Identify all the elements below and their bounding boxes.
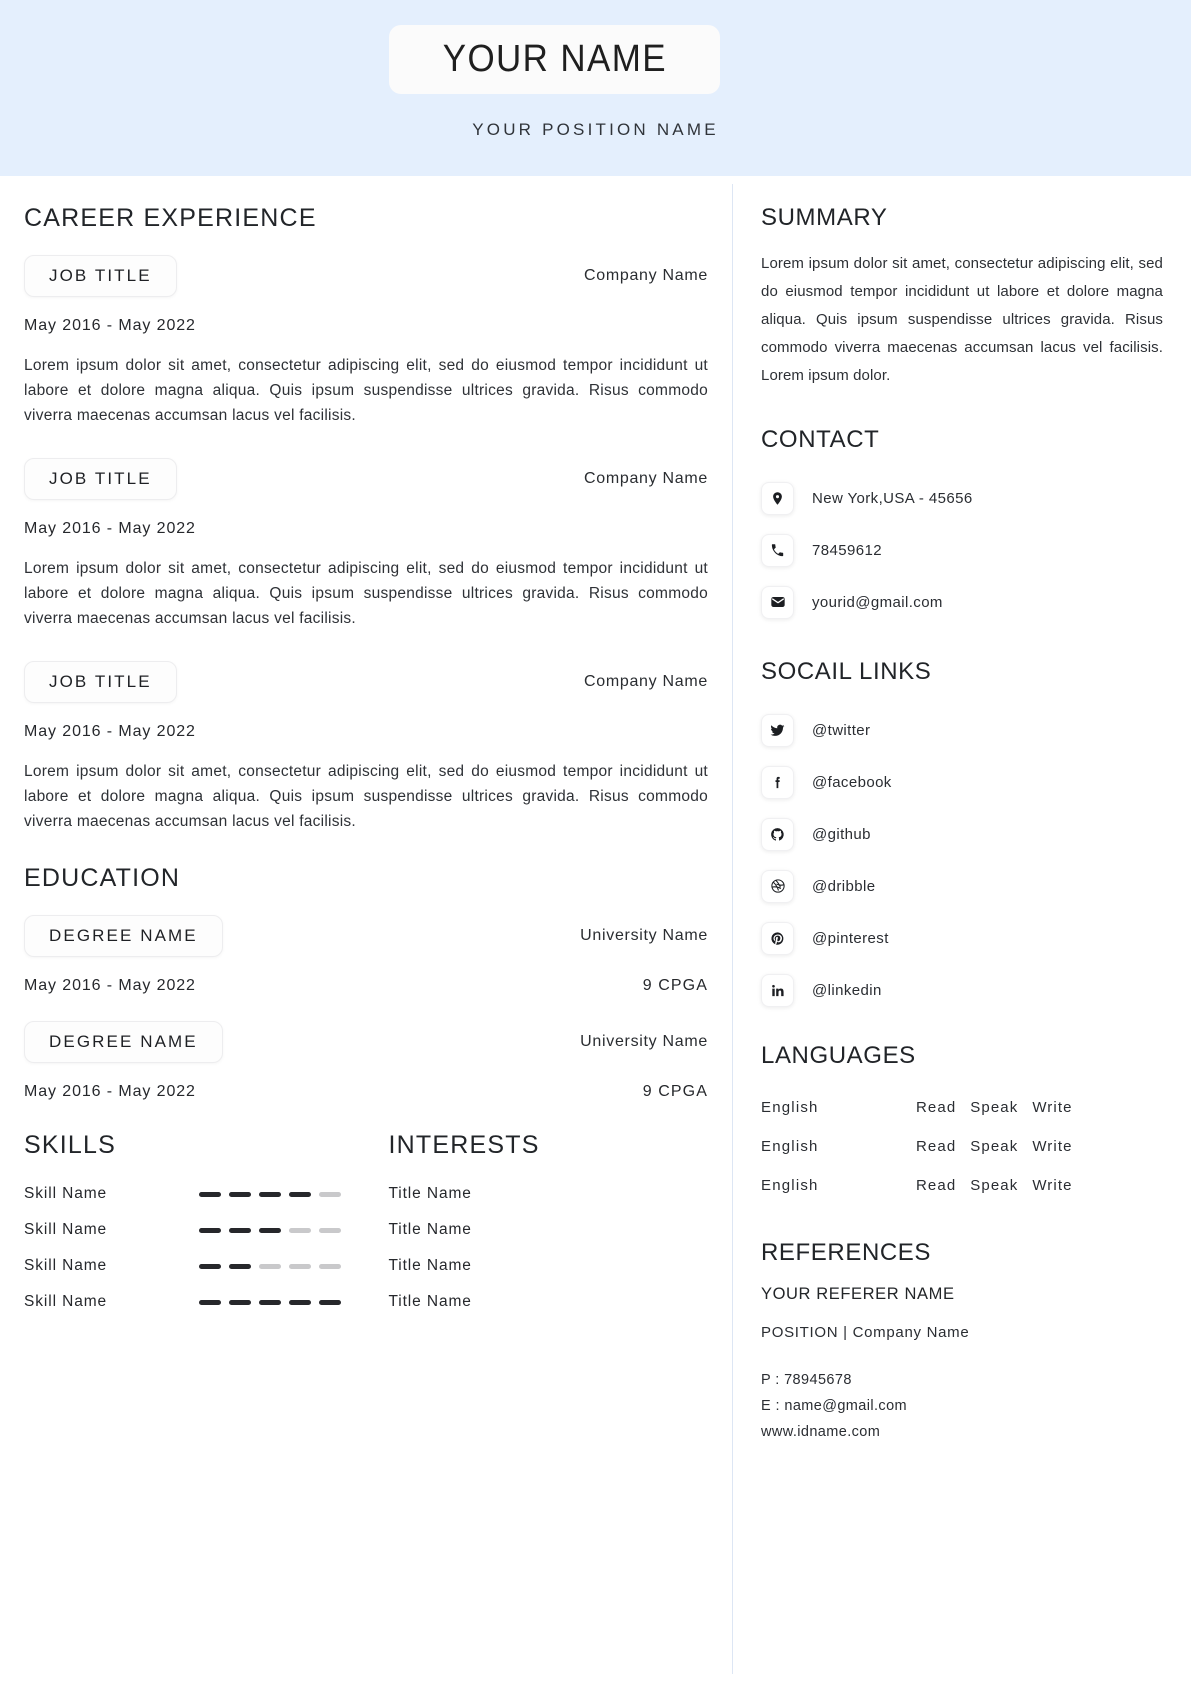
language-name: English xyxy=(761,1138,819,1155)
skill-level-meter xyxy=(199,1192,341,1197)
github-icon xyxy=(761,818,794,851)
social-link-item[interactable] xyxy=(761,964,1163,1016)
skill-level-dash xyxy=(199,1192,221,1197)
education-date-row xyxy=(24,1083,708,1101)
education-header-row xyxy=(24,1021,708,1063)
dribbble-icon xyxy=(761,870,794,903)
social-link-item[interactable] xyxy=(761,756,1163,808)
social-link-item[interactable] xyxy=(761,912,1163,964)
skill-level-dash xyxy=(229,1300,251,1305)
page-title: YOUR NAME xyxy=(442,38,667,80)
job-date: May 2016 - May 2022 xyxy=(24,520,196,537)
contact-list xyxy=(761,472,1163,628)
skill-label: Skill Name xyxy=(24,1293,108,1310)
location-pin-icon xyxy=(761,482,794,515)
skill-level-dash xyxy=(229,1228,251,1233)
skill-level-dash xyxy=(259,1264,281,1269)
social-links-list xyxy=(761,704,1163,1016)
interest-item: Title Name xyxy=(388,1185,472,1202)
career-experience-heading: CAREER EXPERIENCE xyxy=(24,204,317,232)
languages-heading: LANGUAGES xyxy=(761,1042,916,1069)
job-entry xyxy=(24,255,708,428)
contact-item-value: New York,USA - 45656 xyxy=(812,489,973,507)
language-ability-write: Write xyxy=(1032,1099,1073,1116)
skill-label: Skill Name xyxy=(24,1185,108,1202)
education-header-row xyxy=(24,915,708,957)
skill-row xyxy=(24,1248,388,1284)
job-description: Lorem ipsum dolor sit amet, consectetur adipiscing elit, sed do eiusmod tempor incididunt ut labore et dolore magna aliqua. Quis ipsum suspendisse ultrices gravida. Risus commodo viverra maecenas accumsan lacus vel facilisis. xyxy=(24,763,708,830)
language-abilities xyxy=(916,1138,1073,1155)
education-entry xyxy=(24,915,708,995)
contact-item-value: yourid@gmail.com xyxy=(812,593,943,611)
skill-level-meter xyxy=(199,1264,341,1269)
job-company: Company Name xyxy=(583,470,708,487)
skill-level-dash xyxy=(319,1300,341,1305)
job-date: May 2016 - May 2022 xyxy=(24,317,196,334)
interest-item: Title Name xyxy=(388,1293,472,1310)
language-ability-read: Read xyxy=(916,1177,957,1194)
skill-level-dash xyxy=(259,1300,281,1305)
job-date-row xyxy=(24,520,708,538)
skill-level-dash xyxy=(199,1228,221,1233)
social-link-item-value: @dribble xyxy=(812,877,876,895)
referer-phone: P : 78945678 xyxy=(761,1372,852,1388)
skill-level-dash xyxy=(259,1192,281,1197)
pinterest-icon xyxy=(761,922,794,955)
language-ability-read: Read xyxy=(916,1099,957,1116)
social-link-item-value: @pinterest xyxy=(812,929,889,947)
twitter-icon xyxy=(761,714,794,747)
education-date-row xyxy=(24,977,708,995)
social-link-item-value: @linkedin xyxy=(812,981,882,999)
languages-list xyxy=(761,1088,1163,1205)
job-company: Company Name xyxy=(583,267,708,284)
language-name: English xyxy=(761,1177,819,1194)
contact-item[interactable] xyxy=(761,576,1163,628)
skill-row xyxy=(24,1176,388,1212)
skill-level-dash xyxy=(319,1264,341,1269)
job-header-row xyxy=(24,458,708,500)
university-name: University Name xyxy=(580,1033,708,1050)
contact-item-value: 78459612 xyxy=(812,541,882,559)
referer-name: YOUR REFERER NAME xyxy=(761,1285,955,1303)
skill-level-dash xyxy=(229,1264,251,1269)
references-heading: REFERENCES xyxy=(761,1239,932,1266)
language-row xyxy=(761,1127,1163,1166)
education-cpga: 9 CPGA xyxy=(642,1083,708,1100)
job-date: May 2016 - May 2022 xyxy=(24,723,196,740)
skills-list xyxy=(24,1176,388,1320)
skills-heading: SKILLS xyxy=(24,1131,116,1159)
job-company: Company Name xyxy=(583,673,708,690)
job-title-chip: JOB TITLE xyxy=(24,661,177,703)
language-name: English xyxy=(761,1099,819,1116)
name-card xyxy=(389,25,720,94)
skill-row xyxy=(24,1212,388,1248)
skills-section xyxy=(24,1131,388,1320)
job-title-chip: JOB TITLE xyxy=(24,458,177,500)
job-date-row xyxy=(24,317,708,335)
language-ability-write: Write xyxy=(1032,1177,1073,1194)
language-ability-speak: Speak xyxy=(970,1099,1019,1116)
referer-website: www.idname.com xyxy=(761,1424,881,1440)
language-ability-write: Write xyxy=(1032,1138,1073,1155)
degree-title-chip: DEGREE NAME xyxy=(24,1021,223,1063)
degree-title-chip: DEGREE NAME xyxy=(24,915,223,957)
skill-level-dash xyxy=(289,1228,311,1233)
phone-icon xyxy=(761,534,794,567)
skill-level-meter xyxy=(199,1300,341,1305)
social-link-item-value: @facebook xyxy=(812,773,892,791)
linkedin-icon xyxy=(761,974,794,1007)
interests-heading: INTERESTS xyxy=(388,1131,540,1159)
position-subtitle: YOUR POSITION NAME xyxy=(472,120,719,139)
skill-level-meter xyxy=(199,1228,341,1233)
education-date: May 2016 - May 2022 xyxy=(24,1083,196,1100)
social-link-item[interactable] xyxy=(761,704,1163,756)
job-header-row xyxy=(24,255,708,297)
contact-item[interactable] xyxy=(761,524,1163,576)
social-links-heading: SOCAIL LINKS xyxy=(761,658,932,685)
language-row xyxy=(761,1088,1163,1127)
skill-level-dash xyxy=(199,1264,221,1269)
interests-section xyxy=(388,1131,708,1320)
skill-level-dash xyxy=(199,1300,221,1305)
skill-row xyxy=(24,1284,388,1320)
skill-level-dash xyxy=(319,1192,341,1197)
resume-body xyxy=(0,176,1191,1684)
referer-position-company: POSITION | Company Name xyxy=(761,1324,970,1341)
contact-heading: CONTACT xyxy=(761,426,880,453)
language-row xyxy=(761,1166,1163,1205)
language-ability-speak: Speak xyxy=(970,1177,1019,1194)
summary-text: Lorem ipsum dolor sit amet, consectetur adipiscing elit, sed do eiusmod tempor incididunt ut labore et dolore magna aliqua. Quis ipsum suspendisse ultrices gravida. Risus commodo viverra maecenas accumsan lacus vel facilisis. Lorem ipsum dolor. xyxy=(761,255,1163,384)
interest-item: Title Name xyxy=(388,1257,472,1274)
facebook-icon xyxy=(761,766,794,799)
job-description: Lorem ipsum dolor sit amet, consectetur adipiscing elit, sed do eiusmod tempor incididunt ut labore et dolore magna aliqua. Quis ipsum suspendisse ultrices gravida. Risus commodo viverra maecenas accumsan lacus vel facilisis. xyxy=(24,560,708,627)
language-ability-speak: Speak xyxy=(970,1138,1019,1155)
envelope-icon xyxy=(761,586,794,619)
skills-interests-row xyxy=(24,1131,708,1320)
job-header-row xyxy=(24,661,708,703)
skill-label: Skill Name xyxy=(24,1221,108,1238)
language-ability-read: Read xyxy=(916,1138,957,1155)
skill-level-dash xyxy=(229,1192,251,1197)
referer-email: E : name@gmail.com xyxy=(761,1398,908,1414)
left-column xyxy=(0,176,732,1684)
skill-label: Skill Name xyxy=(24,1257,108,1274)
interest-item: Title Name xyxy=(388,1221,472,1238)
contact-item[interactable] xyxy=(761,472,1163,524)
skill-level-dash xyxy=(289,1300,311,1305)
education-cpga: 9 CPGA xyxy=(642,977,708,994)
education-entry xyxy=(24,1021,708,1101)
skill-level-dash xyxy=(289,1264,311,1269)
social-link-item-value: @github xyxy=(812,825,871,843)
social-link-item[interactable] xyxy=(761,860,1163,912)
education-date: May 2016 - May 2022 xyxy=(24,977,196,994)
skill-level-dash xyxy=(289,1192,311,1197)
job-date-row xyxy=(24,723,708,741)
education-heading: EDUCATION xyxy=(24,864,181,892)
language-abilities xyxy=(916,1177,1073,1194)
social-link-item-value: @twitter xyxy=(812,721,871,739)
job-entry xyxy=(24,661,708,834)
skill-level-dash xyxy=(259,1228,281,1233)
job-entry xyxy=(24,458,708,631)
job-title-chip: JOB TITLE xyxy=(24,255,177,297)
right-column xyxy=(733,176,1191,1684)
resume-header xyxy=(0,0,1191,176)
summary-heading: SUMMARY xyxy=(761,204,888,231)
skill-level-dash xyxy=(319,1228,341,1233)
job-description: Lorem ipsum dolor sit amet, consectetur adipiscing elit, sed do eiusmod tempor incididunt ut labore et dolore magna aliqua. Quis ipsum suspendisse ultrices gravida. Risus commodo viverra maecenas accumsan lacus vel facilisis. xyxy=(24,357,708,424)
university-name: University Name xyxy=(580,927,708,944)
social-link-item[interactable] xyxy=(761,808,1163,860)
language-abilities xyxy=(916,1099,1073,1116)
